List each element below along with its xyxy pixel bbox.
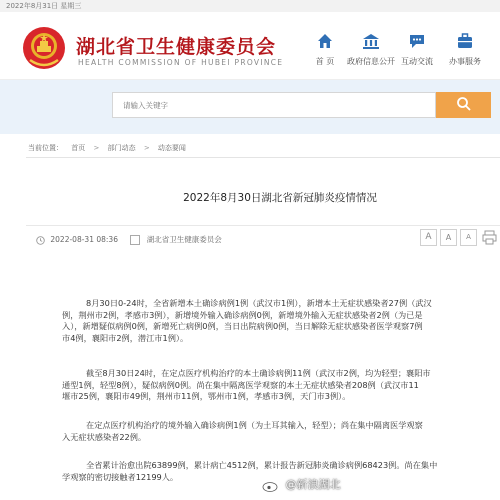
nav-services[interactable] (440, 32, 490, 72)
nav-home-label: 首 页 (315, 57, 335, 66)
print-icon[interactable] (481, 229, 498, 246)
paragraph-line: 全省累计治愈出院63899例，累计病亡4512例，累计报告新冠肺炎确诊病例68423例。尚在集中 (86, 460, 438, 470)
article-date: 2022-08-31 08:36 (50, 235, 118, 244)
top-date-bar (0, 0, 500, 12)
breadcrumb-separator: > (143, 144, 150, 152)
nav-interaction-label: 互动交流 (401, 57, 433, 66)
breadcrumb-separator: > (93, 144, 100, 152)
watermark-text: @新浪湖北 (285, 478, 341, 491)
paragraph-line: 堰市25例，襄阳市49例，荆州市11例，鄂州市1例，孝感市3例，天门市3例）。 (62, 391, 351, 401)
font-size-large-button[interactable]: A (420, 229, 437, 246)
service-icon (456, 32, 474, 50)
paragraph-line: 学观察的密切接触者12199人。 (62, 471, 179, 482)
nav-government-info[interactable] (346, 32, 396, 72)
search-button[interactable] (436, 92, 491, 118)
breadcrumb (28, 143, 192, 153)
breadcrumb-item-department-news[interactable]: 部门动态 (107, 144, 136, 152)
article-source: 湖北省卫生健康委员会 (146, 235, 222, 244)
font-size-medium-button[interactable]: A (440, 229, 457, 246)
font-size-small-button[interactable]: A (460, 229, 477, 246)
article-paragraph (62, 368, 500, 403)
site-title[interactable]: 湖北省卫生健康委员会 (76, 36, 277, 58)
site-subtitle: HEALTH COMMISSION OF HUBEI PROVINCE (78, 58, 284, 67)
paragraph-line: 市4例，襄阳市2例，潜江市1例）。 (62, 332, 189, 343)
search-bar (0, 80, 500, 134)
nav-government-info-label: 政府信息公开 (347, 57, 395, 66)
chat-icon (408, 32, 426, 50)
article-paragraph (62, 298, 500, 344)
breadcrumb-item-news-highlights[interactable]: 动态要闻 (157, 144, 186, 152)
current-date: 2022年8月31日 星期三 (6, 2, 82, 10)
article-paragraph (62, 420, 500, 443)
government-icon (362, 32, 380, 50)
site-header (0, 12, 500, 80)
search-input[interactable] (112, 92, 436, 118)
article-title: 2022年8月30日湖北省新冠肺炎疫情情况 (183, 192, 377, 204)
nav-services-label: 办事服务 (449, 57, 481, 66)
article-meta (36, 234, 222, 245)
paragraph-line: 通型1例，轻型8例），疑似病例0例。尚在集中隔离医学观察的本土无症状感染者208例（武汉市11 (62, 379, 419, 390)
paragraph-line: 例，荆州市2例，孝感市3例），新增境外输入确诊病例0例，新增境外输入无症状感染者2例（为已是 (62, 309, 423, 320)
weibo-icon (262, 478, 280, 492)
meta-divider (26, 225, 500, 226)
paragraph-line: 8月30日0-24时，全省新增本土确诊病例1例（武汉市1例），新增本土无症状感染者27例（武汉 (86, 298, 432, 308)
breadcrumb-prefix: 当前位置： (28, 144, 63, 152)
national-emblem-icon (22, 26, 66, 70)
breadcrumb-item-home[interactable]: 首页 (71, 144, 86, 152)
nav-interaction[interactable] (392, 32, 442, 72)
paragraph-line: 入），新增疑似病例0例，新增死亡病例0例，当日出院病例0例，当日解除无症状感染者医学观察7例 (62, 321, 423, 331)
breadcrumb-divider (26, 157, 500, 158)
paragraph-line: 在定点医疗机构治疗的境外输入确诊病例1例（为土耳其输入，轻型）；尚在集中隔离医学观察 (86, 420, 423, 430)
source-icon (130, 235, 140, 245)
paragraph-line: 入无症状感染者22例。 (62, 431, 147, 442)
home-icon (316, 32, 334, 50)
weibo-watermark (262, 476, 341, 492)
paragraph-line: 截至8月30日24时，在定点医疗机构治疗的本土确诊病例11例（武汉市2例，均为轻型；襄阳市 (86, 368, 431, 378)
clock-icon (36, 236, 45, 245)
search-icon (456, 96, 472, 112)
nav-home[interactable] (300, 32, 350, 72)
